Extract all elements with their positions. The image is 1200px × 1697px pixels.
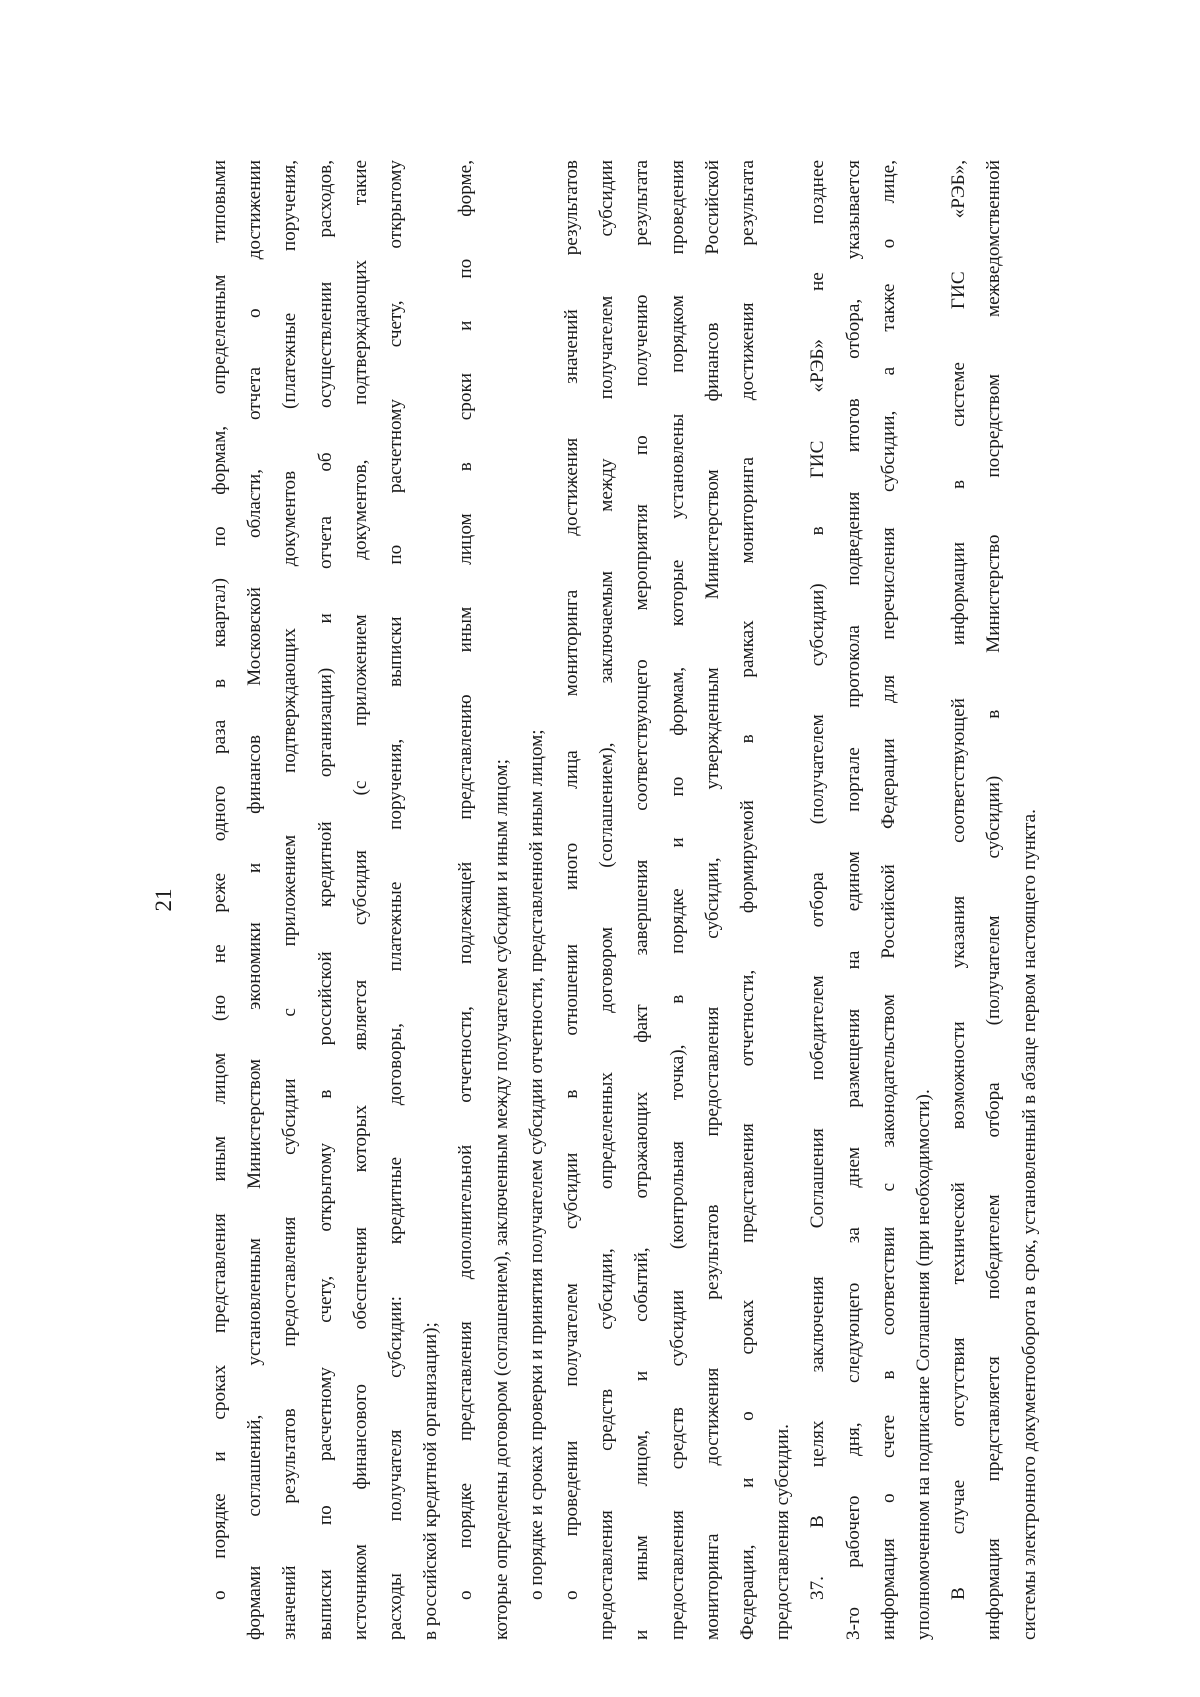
- text-line: предоставления субсидии.: [772, 1424, 794, 1640]
- text-line: о порядке и сроках представления иным лицом (но не реже одного раза в квартал) по формам, определенным типовыми: [209, 160, 230, 1600]
- text-line: которые определены договором (соглашением), заключенным между получателем субсидии и иным лицом;: [490, 759, 512, 1640]
- rotated-page: [150, 160, 1050, 1640]
- text-line: в российской кредитной организации);: [420, 1322, 442, 1640]
- text-line: информация представляется победителем отбора (получателем субсидии) в Министерство посредством межведомственной: [983, 160, 1005, 1640]
- text-line: и иным лицом, и событий, отражающих факт завершения соответствующего мероприятия по получению результата: [631, 160, 653, 1640]
- text-line: 3-го рабочего дня, следующего за днем размещения на едином портале протокола подведения итогов отбора, указывается: [842, 160, 864, 1640]
- text-line: 37. В целях заключения Соглашения победителем отбора (получателем субсидии) в ГИС «РЭБ» не позднее: [807, 160, 829, 1600]
- text-line: источником финансового обеспечения которых является субсидия (с приложением документов, подтверждающих такие: [349, 160, 371, 1640]
- text-line: уполномоченном на подписание Соглашения (при необходимости).: [913, 1089, 935, 1640]
- text-line: Федерации, и о сроках представления отчетности, формируемой в рамках мониторинга достижения результата: [737, 160, 759, 1640]
- text-line: формами соглашений, установленным Министерством экономики и финансов Московской области, отчета о достижении: [244, 160, 266, 1640]
- text-line: системы электронного документооборота в срок, установленный в абзаце первом настоящего пункта.: [1018, 809, 1040, 1640]
- page-number: 21: [151, 888, 176, 912]
- text-line: В случае отсутствия технической возможности указания соответствующей информации в системе ГИС «РЭБ»,: [948, 160, 970, 1600]
- text-line: выписки по расчетному счету, открытому в российской кредитной организации) и отчета об осуществлении расходов,: [314, 160, 336, 1640]
- document-body: [202, 160, 1047, 1640]
- text-line: расходы получателя субсидии: кредитные договоры, платежные поручения, выписки по расчетному счету, открытому: [385, 160, 407, 1640]
- text-line: информация о счете в соответствии с законодательством Российской Федерации для перечисления субсидии, а также о лице,: [877, 160, 899, 1640]
- text-line: о проведении получателем субсидии в отношении иного лица мониторинга достижения значений результатов: [561, 160, 583, 1600]
- text-line: предоставления средств субсидии (контрольная точка), в порядке и по формам, которые установлены порядком проведения: [666, 160, 688, 1640]
- text-line: мониторинга достижения результатов предоставления субсидии, утвержденным Министерством финансов Российской: [701, 160, 723, 1640]
- text-line: о порядке представления дополнительной отчетности, подлежащей представлению иным лицом в сроки и по форме,: [455, 160, 477, 1600]
- text-line: о порядке и сроках проверки и принятия получателем субсидии отчетности, представленной иным лицом;: [525, 729, 547, 1600]
- text-line: предоставления средств субсидии, определенных договором (соглашением), заключаемым между получателем субсидии: [596, 160, 618, 1640]
- text-line: значений результатов предоставления субсидии с приложением подтверждающих документов (платежные поручения,: [279, 160, 301, 1640]
